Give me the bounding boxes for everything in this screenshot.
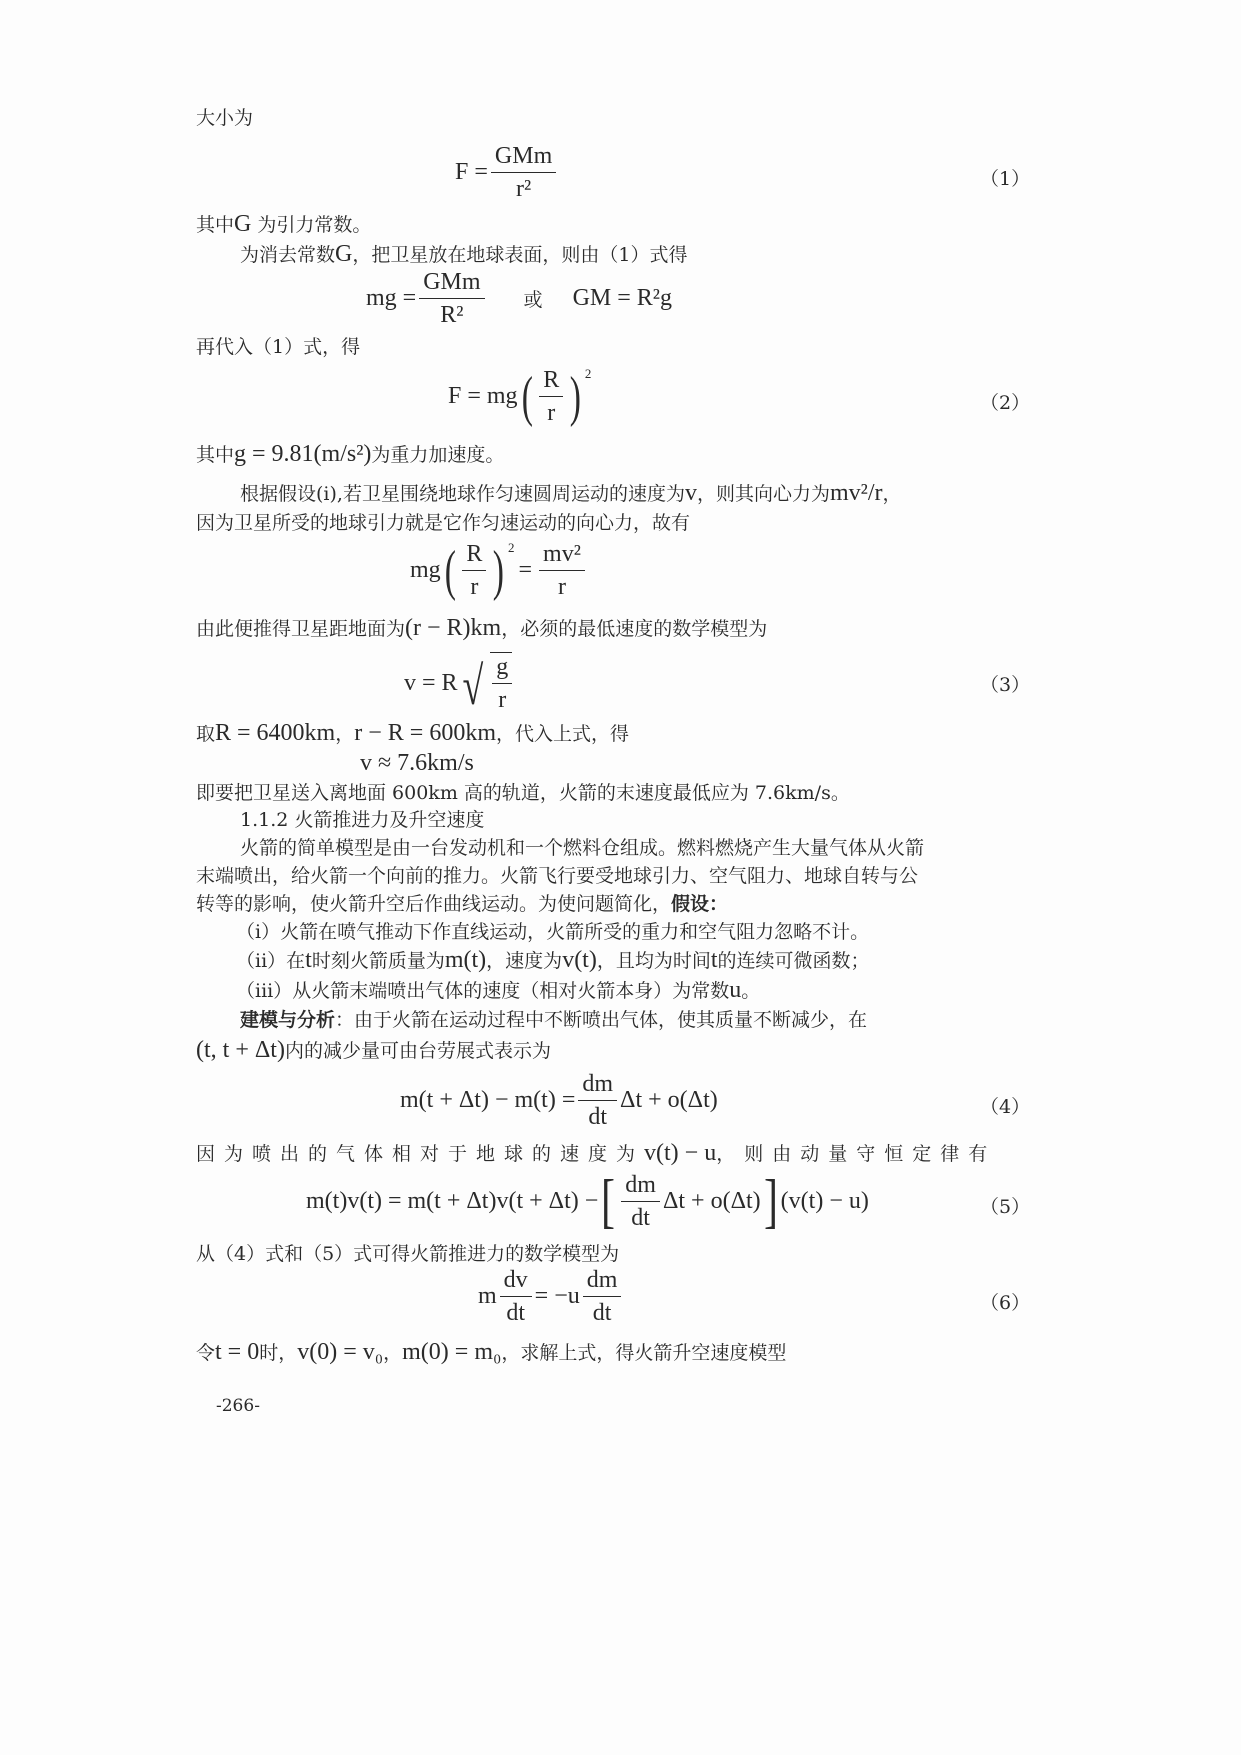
eq-rhs: GM = R²g bbox=[572, 285, 672, 311]
paragraph: 大小为 bbox=[196, 107, 254, 129]
result-equation: v ≈ 7.6km/s bbox=[360, 750, 474, 776]
denominator: r bbox=[498, 687, 507, 713]
math-inline: m(t) bbox=[444, 947, 487, 973]
paragraph bbox=[196, 210, 371, 239]
exponent: 2 bbox=[584, 366, 592, 381]
right-bracket: ] bbox=[763, 1168, 778, 1234]
paragraph: 从（4）式和（5）式可得火箭推进力的数学模型为 bbox=[196, 1243, 620, 1265]
eq-rhs: Δt + o(Δt) bbox=[620, 1087, 718, 1113]
equation-number: （3） bbox=[980, 674, 1031, 696]
math-inline: m(0) = m₀ bbox=[402, 1339, 502, 1365]
fraction bbox=[539, 366, 563, 427]
text: 时， bbox=[259, 1342, 298, 1364]
math-inline: (r − R)km bbox=[405, 615, 502, 641]
numerator: R bbox=[462, 540, 486, 571]
equals: = bbox=[518, 557, 533, 583]
paragraph: 根据假设(i),若卫星围绕地球作匀速圆周运动的速度为v，则其向心力为mv²/r， bbox=[240, 480, 902, 506]
math-var: u bbox=[729, 977, 742, 1003]
numerator: g bbox=[492, 653, 512, 684]
text: ：由于火箭在运动过程中不断喷出气体，使其质量不断减少，在 bbox=[335, 1009, 868, 1031]
math-inline: v(0) = v₀ bbox=[297, 1339, 384, 1365]
assumption-3 bbox=[236, 976, 760, 1005]
equation-1b bbox=[366, 268, 672, 329]
fraction bbox=[491, 142, 556, 203]
text: ， bbox=[335, 723, 355, 745]
denominator: dt bbox=[588, 1104, 608, 1130]
paragraph bbox=[196, 440, 504, 469]
eq-lhs: F = bbox=[455, 159, 488, 185]
numerator: GMm bbox=[491, 142, 556, 173]
text: 因为喷出的气体相对于地球的速度为 bbox=[196, 1143, 645, 1165]
equation-number: （2） bbox=[980, 392, 1031, 414]
paragraph bbox=[196, 1338, 786, 1367]
eq-mid: Δt + o(Δt) bbox=[662, 1187, 761, 1214]
eq-lhs: m(t + Δt) − m(t) = bbox=[400, 1087, 576, 1113]
numerator: R bbox=[539, 366, 563, 397]
fraction bbox=[578, 1070, 617, 1131]
paragraph: 再代入（1）式，得 bbox=[196, 336, 361, 358]
text: 时刻火箭质量为 bbox=[311, 950, 445, 972]
denominator: dt bbox=[592, 1300, 612, 1326]
assumption-1: （i）火箭在喷气推动下作直线运动，火箭所受的重力和空气阻力忽略不计。 bbox=[236, 921, 870, 943]
equation-number: （5） bbox=[980, 1196, 1031, 1218]
text: 的连续可微函数； bbox=[717, 950, 870, 972]
section-heading: 1.1.2 火箭推进力及升空速度 bbox=[240, 809, 485, 831]
fraction bbox=[621, 1171, 660, 1232]
equation-3 bbox=[404, 652, 515, 714]
text: ，代入上式，得 bbox=[496, 723, 630, 745]
text: 内的减少量可由台劳展式表示为 bbox=[284, 1040, 551, 1062]
math-var: G bbox=[234, 211, 252, 237]
text: 由此便推得卫星距地面为 bbox=[196, 618, 406, 640]
denominator: dt bbox=[631, 1204, 650, 1231]
paragraph bbox=[196, 890, 728, 918]
math-inline: v(t) bbox=[562, 947, 597, 973]
equals: = −u bbox=[534, 1283, 580, 1309]
equation-2b bbox=[410, 540, 588, 601]
paragraph bbox=[196, 719, 629, 748]
equation-number: （4） bbox=[980, 1096, 1031, 1118]
equation-2 bbox=[448, 366, 591, 427]
text: 为消去常数 bbox=[240, 244, 336, 266]
denominator: r bbox=[470, 574, 479, 600]
text: 取 bbox=[196, 723, 216, 745]
fraction bbox=[500, 1266, 532, 1327]
text: 为引力常数。 bbox=[251, 214, 372, 236]
left-paren: ( bbox=[521, 365, 533, 428]
math-var: G bbox=[335, 241, 353, 267]
numerator: dm bbox=[583, 1266, 622, 1297]
equation-4 bbox=[400, 1070, 718, 1131]
paragraph bbox=[196, 614, 767, 643]
text: ，则其向心力为 bbox=[696, 483, 830, 505]
math-var: v bbox=[684, 480, 697, 506]
math-inline: r − R = 600km bbox=[354, 720, 496, 746]
eq-lhs: mg bbox=[410, 557, 441, 583]
left-paren: ( bbox=[444, 539, 456, 602]
right-paren: ) bbox=[493, 539, 505, 602]
denominator: r² bbox=[515, 176, 532, 202]
equation-number: （1） bbox=[980, 168, 1031, 190]
radical-sign: √ bbox=[461, 656, 483, 716]
text: 其中 bbox=[196, 214, 235, 236]
fraction bbox=[462, 540, 486, 601]
fraction bbox=[583, 1266, 622, 1327]
text: ，求解上式，得火箭升空速度模型 bbox=[501, 1342, 787, 1364]
text: ，速度为 bbox=[486, 950, 563, 972]
eq-lhs: m(t)v(t) = m(t + Δt)v(t + Δt) − bbox=[306, 1187, 599, 1214]
bold-label: 建模与分析 bbox=[240, 1009, 336, 1031]
denominator: dt bbox=[506, 1300, 525, 1326]
text: 为重力加速度。 bbox=[371, 444, 505, 466]
right-paren: ) bbox=[569, 365, 582, 428]
paragraph bbox=[240, 240, 687, 269]
text: ，必须的最低速度的数学模型为 bbox=[501, 618, 768, 640]
text: ， bbox=[383, 1342, 403, 1364]
math-inline: v(t) − u bbox=[644, 1140, 717, 1166]
text: （iii）从火箭末端喷出气体的速度（相对火箭本身）为常数 bbox=[236, 980, 730, 1002]
eq-rhs: (v(t) − u) bbox=[780, 1187, 869, 1214]
text: ，把卫星放在地球表面，则由（1）式得 bbox=[352, 244, 688, 266]
eq-lhs: v = R bbox=[404, 669, 458, 696]
math-inline: (t, t + Δt) bbox=[196, 1037, 285, 1063]
assumption-2 bbox=[236, 946, 870, 975]
equation-1 bbox=[455, 142, 559, 203]
text: 转等的影响，使火箭升空后作曲线运动。为使问题简化， bbox=[196, 893, 672, 915]
math-inline: g = 9.81(m/s²) bbox=[234, 441, 372, 467]
numerator: dm bbox=[578, 1070, 617, 1101]
paragraph bbox=[196, 1036, 551, 1065]
text: 。 bbox=[741, 980, 761, 1002]
denominator: r bbox=[557, 574, 566, 600]
denominator: r bbox=[547, 400, 556, 426]
paragraph: 火箭的简单模型是由一台发动机和一个燃料仓组成。燃料燃烧产生大量气体从火箭 bbox=[240, 837, 925, 859]
text: 其中 bbox=[196, 444, 235, 466]
text: ，且均为时间 bbox=[596, 950, 711, 972]
eq-lhs: F = mg bbox=[448, 383, 518, 409]
exponent: 2 bbox=[508, 540, 515, 555]
fraction bbox=[539, 540, 585, 601]
paragraph: 末端喷出，给火箭一个向前的推力。火箭飞行要受地球引力、空气阻力、地球自转与公 bbox=[196, 865, 919, 887]
equation-5 bbox=[306, 1170, 869, 1232]
numerator: dv bbox=[500, 1266, 532, 1297]
square-root bbox=[458, 652, 516, 714]
or-text: 或 bbox=[523, 289, 543, 311]
paragraph bbox=[240, 1006, 867, 1034]
fraction bbox=[419, 268, 484, 329]
equation-6 bbox=[478, 1266, 624, 1327]
left-bracket: [ bbox=[601, 1168, 616, 1234]
paragraph: 即要把卫星送入离地面 600km 高的轨道，火箭的末速度最低应为 7.6km/s。 bbox=[196, 782, 850, 804]
eq-lhs: mg = bbox=[366, 285, 417, 311]
math-var: t bbox=[710, 947, 718, 973]
denominator: R² bbox=[440, 302, 464, 328]
numerator: GMm bbox=[419, 268, 484, 299]
fraction bbox=[490, 652, 512, 714]
equation-number: （6） bbox=[980, 1292, 1031, 1314]
text: （ii）在 bbox=[236, 950, 306, 972]
math-inline: mv²/r bbox=[829, 480, 883, 506]
text: 根据假设(i),若卫星围绕地球作匀速圆周运动的速度为 bbox=[240, 483, 685, 505]
numerator: mv² bbox=[539, 540, 585, 571]
text: 令 bbox=[196, 1342, 216, 1364]
text: ，则由动量守恒定律有 bbox=[716, 1143, 997, 1165]
eq-lhs: m bbox=[478, 1283, 497, 1309]
math-var: t bbox=[305, 947, 312, 973]
paragraph bbox=[196, 1139, 996, 1168]
page-number: -266- bbox=[216, 1396, 260, 1416]
math-inline: t = 0 bbox=[215, 1339, 260, 1365]
assumption-label: 假设： bbox=[671, 893, 729, 915]
paragraph: 因为卫星所受的地球引力就是它作匀速运动的向心力，故有 bbox=[196, 512, 691, 534]
math-inline: R = 6400km bbox=[215, 720, 336, 746]
numerator: dm bbox=[621, 1171, 660, 1202]
